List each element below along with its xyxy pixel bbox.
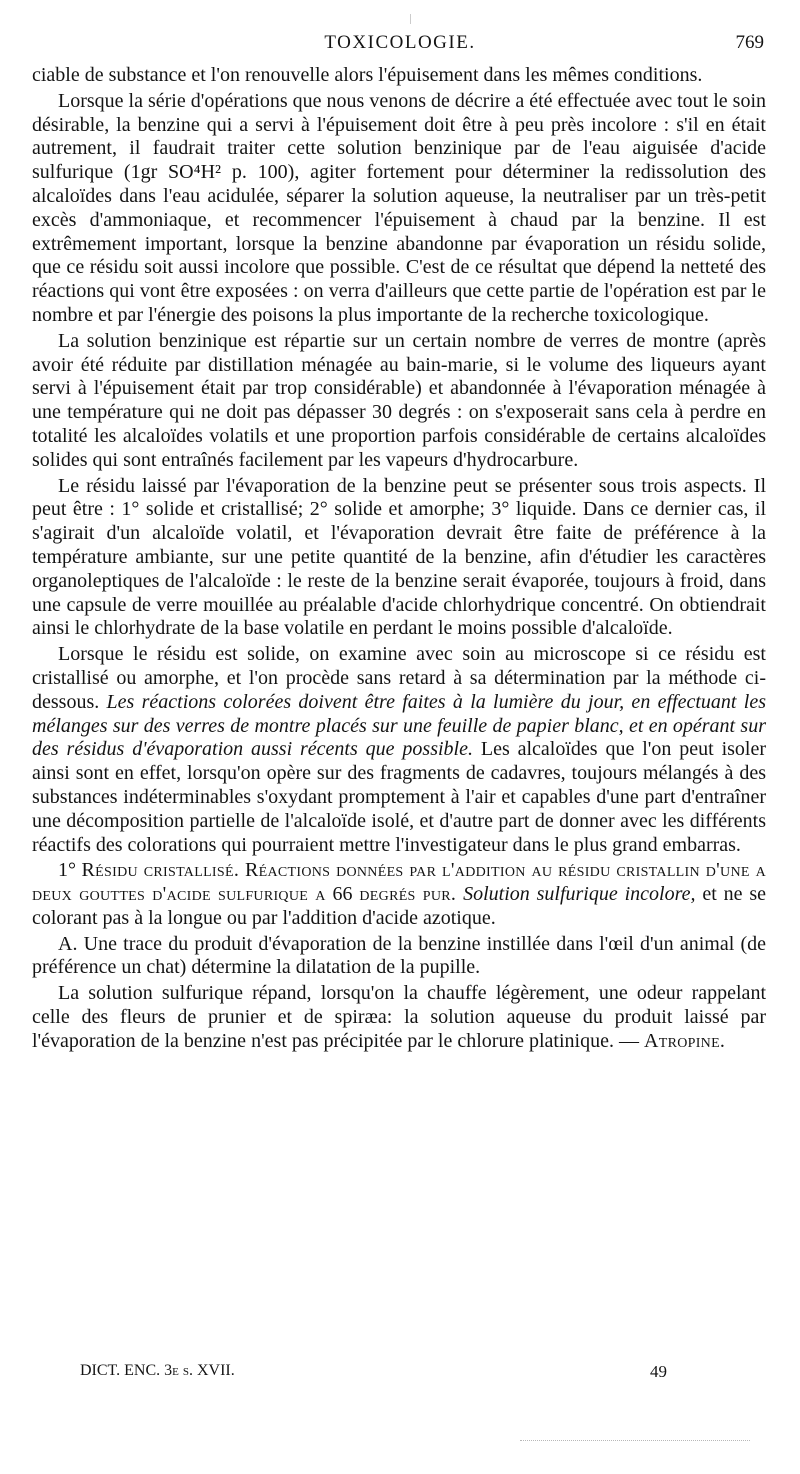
- page-number: 769: [735, 32, 764, 53]
- paragraph-solid-residue: [32, 643, 766, 857]
- paragraph-continuation: ciable de substance et l'on renouvelle alors l'épuisement dans les mêmes conditions.: [32, 64, 703, 86]
- running-title: TOXICOLOGIE.: [324, 32, 476, 53]
- footer-reference: DICT. ENC. 3e s. XVII.: [80, 1362, 235, 1379]
- section-heading-text-2: degrés pur.: [359, 883, 457, 906]
- solid-residue-text-a: Lorsque le résidu est solide, on examine avec soin au microscope si ce résidu est cristallisé ou amorphe, et l'on procède sans retard à sa détermination par la méthode ci-dessous.: [32, 643, 766, 713]
- footer-signature: 49: [650, 1362, 667, 1381]
- margin-mark: [410, 14, 411, 24]
- paragraph-residue-aspects: Le résidu laissé par l'évaporation de la benzine peut se présenter sous trois aspects. Il peut être : 1° solide et cristallisé; 2° solide et amorphe; 3° liquide. Dans ce dernier cas, il s'agirait d'un alcaloïde volatil, et l'évaporation devrait être faite de préférence à la température ambiante, sur une petite quantité de la benzine, afin d'étudier les caractères organoleptiques de l'alcaloïde : le reste de la benzine serait évaporée, toujours à froid, dans une capsule de verre mouillée au préalable d'acide chlorhydrique concentré. On obtiendrait ainsi le chlorhydrate de la base volatile en perdant le moins possible d'alcaloïde.: [32, 474, 766, 640]
- atropine-name: Atropine.: [643, 1029, 726, 1052]
- section-heading-text: Résidu cristallisé. Réactions données par l'addition au résidu cristallin d'une a deux gouttes d'acide sulfurique a: [32, 859, 766, 906]
- paragraph-atropine: [32, 982, 766, 1053]
- scan-noise-line: [520, 1440, 750, 1442]
- page-header: [30, 32, 770, 58]
- section-heading-italic: Solution sulfurique incolore,: [463, 883, 696, 906]
- section-heading-rest: et ne se colorant pas à la longue ou par l'addition d'acide azotique.: [32, 883, 767, 929]
- solid-residue-text-b: Les alcaloïdes que l'on peut isoler ainsi sont en effet, lorsqu'on opère sur des fragments de cadavres, toujours mélangés à des substances indéterminables s'oxydant promptement à l'air et capables d'une part d'entraîner une décomposition partielle de l'alcaloïde isolé, et d'autre part de donner avec les différents réactifs des colorations qui pourraient mettre l'investigateur dans le plus grand embarras.: [32, 738, 767, 856]
- section-heading-degree: 66: [332, 883, 353, 906]
- section-number: 1°: [58, 859, 76, 882]
- page-footer: [80, 1362, 720, 1386]
- section-heading-crystallized-residue: [32, 859, 766, 930]
- body-text: [32, 64, 766, 1054]
- paragraph-benzine-purification: Lorsque la série d'opérations que nous venons de décrire a été effectuée avec tout le soin désirable, la benzine qui a servi à l'épuisement doit être à peu près incolore : s'il en était autrement, il faudrait traiter cette solution benzinique par de l'eau aiguisée d'acide sulfurique (1gr SO⁴H² p. 100), agiter fortement pour déterminer la redissolution des alcaloïdes dans l'eau acidulée, séparer la solution aqueuse, la neutraliser par un très-petit excès d'ammoniaque, et recommencer l'épuisement à chaud par la benzine. Il est extrêmement important, lorsque la benzine abandonne par évaporation un résidu solide, que ce résidu soit aussi incolore que possible. C'est de ce résultat que dépend la netteté des réactions qui vont être exposées : on verra d'ailleurs que cette partie de l'opération est par le nombre et par l'énergie des poisons la plus importante de la recherche toxicologique.: [32, 89, 766, 326]
- paragraph-pupil-dilation: A. Une trace du produit d'évaporation de la benzine instillée dans l'œil d'un animal (de préférence un chat) détermine la dilatation de la pupille.: [32, 932, 766, 979]
- paragraph-watch-glasses: La solution benzinique est répartie sur un certain nombre de verres de montre (après avoir été réduite par distillation ménagée au bain-marie, si le volume des liqueurs ayant servi à l'épuisement était par trop considérable) et abandonnée à l'évaporation ménagée à une température qui ne doit pas dépasser 30 degrés : on s'exposerait sans cela à perdre en totalité les alcaloïdes volatils et une proportion parfois considérable de certains alcaloïdes solides qui sont entraînés facilement par les vapeurs d'hydrocarbure.: [32, 329, 766, 471]
- color-reactions-note: Les réactions colorées doivent être faites à la lumière du jour, en effectuant les mélanges sur des verres de montre placés sur une feuille de papier blanc, et en opérant sur des résidus d'évaporation aussi récents que possible.: [32, 690, 766, 761]
- atropine-text: La solution sulfurique répand, lorsqu'on la chauffe légèrement, une odeur rappelant celle des fleurs de prunier et de spiræa: la solution aqueuse du produit laissé par l'évaporation de la benzine n'est pas précipitée par le chlorure platinique. —: [32, 982, 766, 1052]
